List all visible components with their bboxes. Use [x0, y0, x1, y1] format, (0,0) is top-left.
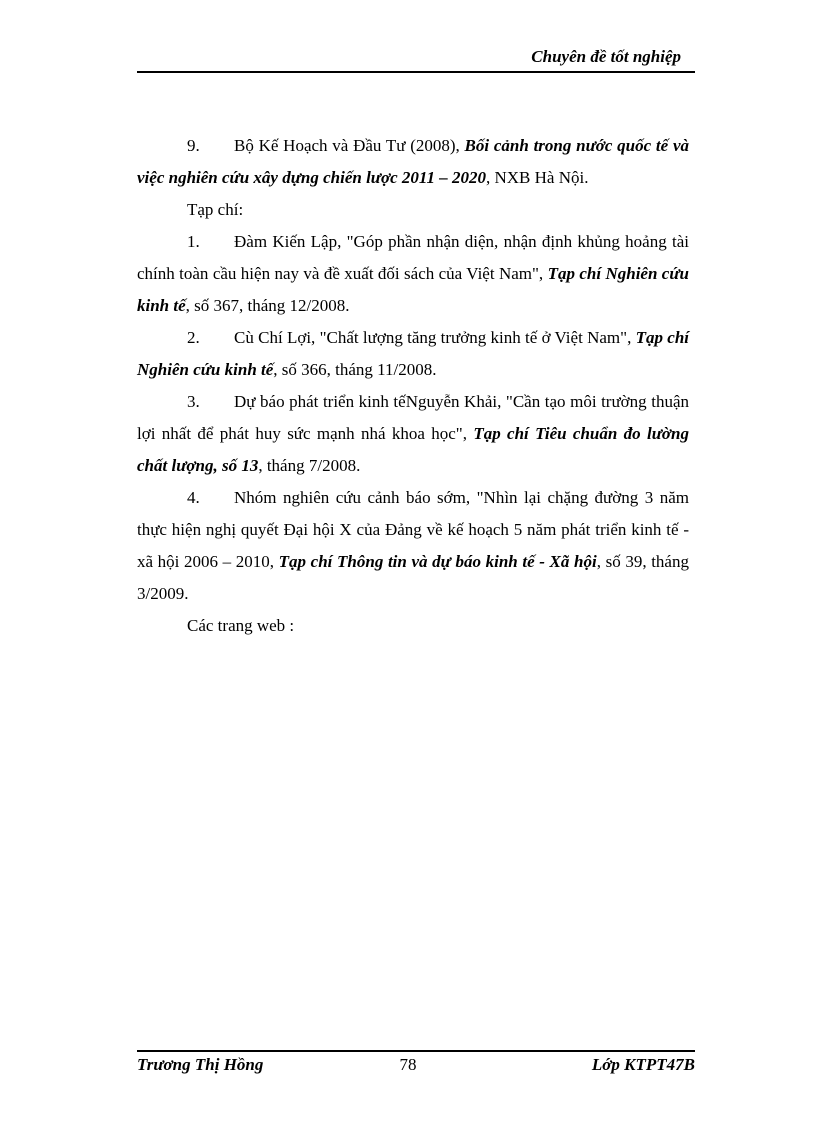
reference-issue: , số 367, tháng 12/2008. — [185, 296, 350, 315]
reference-title: Bối cảnh trong nước quốc tế và việc nghiên cứu xây dựng chiến lược 2011 – 2020 — [137, 136, 690, 187]
reference-author: Bộ Kế Hoạch và Đầu Tư (2008), — [234, 136, 465, 155]
journal-name: Tạp chí Nghiên cứu kinh tế — [137, 264, 689, 315]
reference-text: Cù Chí Lợi, "Chất lượng tăng trưởng kinh tế ở Việt Nam", — [234, 328, 636, 347]
reference-number: 4. — [187, 488, 200, 507]
journal-ref-2 — [137, 322, 689, 386]
footer-rule — [137, 1050, 695, 1052]
journal-name: Tạp chí Thông tin và dự báo kinh tế - Xã hội — [278, 552, 597, 571]
reference-number: 3. — [187, 392, 200, 411]
websites-label: Các trang web : — [187, 616, 295, 635]
reference-text: Dự báo phát triển kinh tếNguyễn Khải, "Cần tạo môi trường thuận lợi nhất để phát huy sức mạnh nhá khoa học", — [137, 392, 689, 443]
reference-number: 2. — [187, 328, 200, 347]
reference-text: Đàm Kiến Lập, "Góp phần nhận diện, nhận định khủng hoảng tài chính toàn cầu hiện nay và đề xuất đối sách của Việt Nam", — [137, 232, 689, 283]
reference-text: Nhóm nghiên cứu cảnh báo sớm, "Nhìn lại chặng đường 3 năm thực hiện nghị quyết Đại hội X của Đảng về kế hoạch 5 năm phát triển kinh tế - xã hội 2006 – 2010, — [137, 488, 689, 571]
journals-label: Tạp chí: — [187, 200, 244, 219]
reference-number: 9. — [187, 136, 200, 155]
journal-name: Tạp chí Nghiên cứu kinh tế — [137, 328, 689, 379]
references-body — [137, 130, 689, 642]
header-rule — [137, 71, 695, 73]
journal-name: Tạp chí Tiêu chuẩn đo lường chất lượng, số 13 — [137, 424, 689, 475]
journal-ref-3 — [137, 386, 689, 482]
reference-issue: , tháng 7/2008. — [258, 456, 361, 475]
page-number: 78 — [399, 1055, 417, 1074]
reference-publisher: , NXB Hà Nội. — [485, 168, 589, 187]
reference-issue: , số 39, tháng 3/2009. — [137, 552, 689, 603]
journal-ref-1 — [137, 226, 689, 322]
header-title: Chuyên đề tốt nghiệp — [531, 47, 681, 66]
journal-ref-4 — [137, 482, 689, 610]
reference-issue: , số 366, tháng 11/2008. — [273, 360, 437, 379]
reference-9 — [137, 130, 689, 194]
reference-number: 1. — [187, 232, 200, 251]
footer-author: Trương Thị Hồng — [137, 1055, 264, 1074]
footer-class: Lớp KTPT47B — [591, 1055, 695, 1074]
